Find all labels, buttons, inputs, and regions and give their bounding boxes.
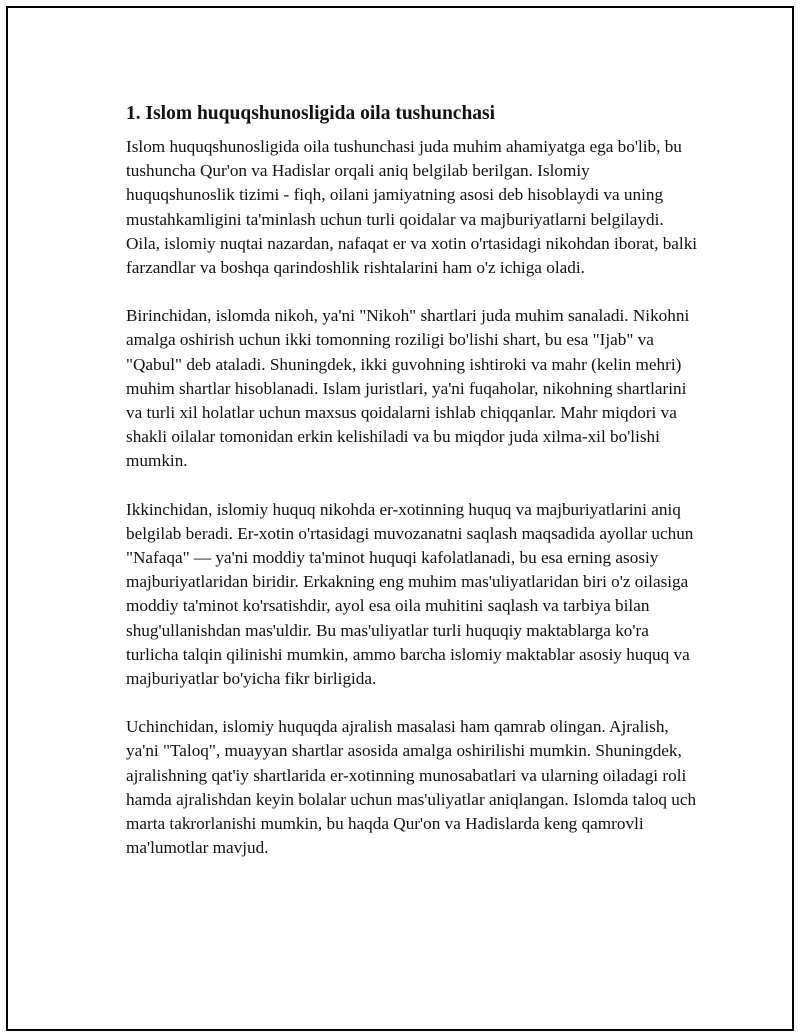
section-heading: 1. Islom huquqshunosligida oila tushunchasi [126, 103, 496, 124]
page-frame [6, 6, 794, 1031]
paragraph-1: Islom huquqshunosligida oila tushunchasi juda muhim ahamiyatga ega bo'lib, bu tushuncha Qur'on va Hadislar orqali aniq belgilab berilgan. Islomiy huquqshunoslik tizimi - fiqh, oilani jamiyatning asosi deb hisoblaydi va uning mustahkamligini ta'minlash uchun turli qoidalar va majburiyatlarni belgilaydi. Oila, islomiy nuqtai nazardan, nafaqat er va xotin o'rtasidagi nikohdan iborat, balki farzandlar va boshqa qarindoshlik rishtalarini ham o'z ichiga oladi. [126, 137, 698, 278]
paragraph-2: Birinchidan, islomda nikoh, ya'ni "Nikoh" shartlari juda muhim sanaladi. Nikohni amalga oshirish uchun ikki tomonning roziligi bo'lishi shart, bu esa "Ijab" va "Qabul" deb ataladi. Shuningdek, ikki guvohning ishtiroki va mahr (kelin mehri) muhim shartlar hisoblanadi. Islam juristlari, ya'ni fuqaholar, nikohning shartlarini va turli xil holatlar uchun maxsus qoidalarni ishlab chiqqanlar. Mahr miqdori va shakli oilalar tomonidan erkin kelishiladi va bu miqdor juda xilma-xil bo'lishi mumkin. [126, 306, 690, 471]
paragraph-4: Uchinchidan, islomiy huquqda ajralish masalasi ham qamrab olingan. Ajralish, ya'ni "Taloq", muayyan shartlar asosida amalga oshirilishi mumkin. Shuningdek, ajralishning qat'iy shartlarida er-xotinning munosabatlari va ularning oiladagi roli hamda ajralishdan keyin bolalar uchun mas'uliyatlar aniqlangan. Islomda taloq uch marta takrorlanishi mumkin, bu haqda Qur'on va Hadislarda keng qamrovli ma'lumotlar mavjud. [126, 717, 697, 858]
document-body [119, 100, 699, 860]
paragraph-3: Ikkinchidan, islomiy huquq nikohda er-xotinning huquq va majburiyatlarini aniq belgilab beradi. Er-xotin o'rtasidagi muvozanatni saqlash maqsadida ayollar uchun "Nafaqa" — ya'ni moddiy ta'minot huquqi kafolatlanadi, bu esa erning asosiy majburiyatlaridan biridir. Erkakning eng muhim mas'uliyatlaridan biri o'z oilasiga moddiy ta'minot ko'rsatishdir, ayol esa oila muhitini saqlash va tarbiya bilan shug'ullanishdan mas'uldir. Bu mas'uliyatlar turli huquqiy maktablarga ko'ra turlicha talqin qilinishi mumkin, ammo barcha islomiy maktablar asosiy huquq va majburiyatlar bo'yicha fikr birligida. [126, 499, 694, 689]
